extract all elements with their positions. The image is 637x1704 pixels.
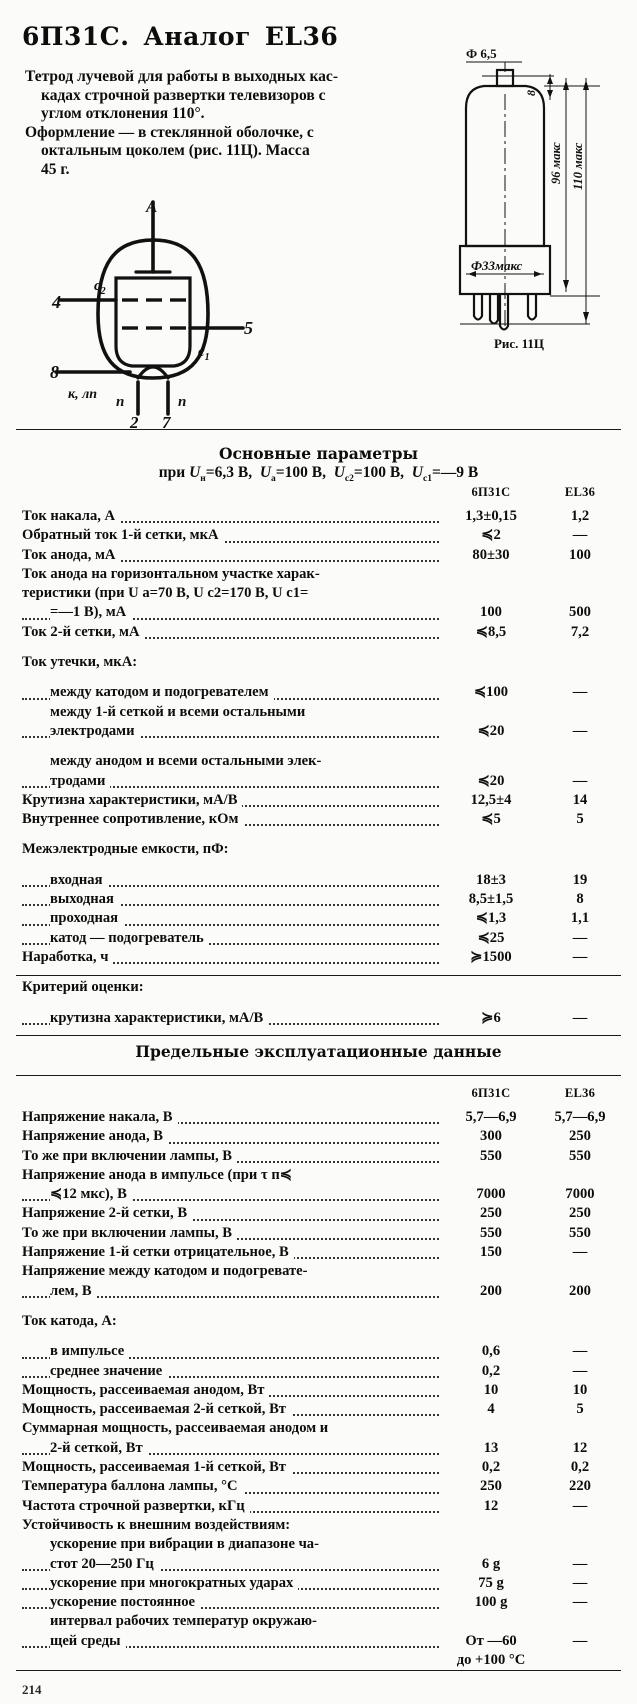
limits-row-label	[22, 1185, 439, 1204]
main-row-label	[22, 791, 439, 810]
limits-row-label	[22, 1497, 439, 1516]
limits-value-6p31s: 5,7—6,9	[465, 1109, 517, 1125]
divider-rule-mid-3	[16, 1075, 621, 1076]
main-value-el36: —	[572, 684, 588, 701]
limits-value-el36: —	[572, 1497, 588, 1514]
main-row-label	[22, 653, 439, 672]
limits-value-el36: —	[572, 1555, 588, 1572]
row-label-text: Напряжение накала, В	[22, 1109, 178, 1125]
row-label-text: Критерий оценки:	[22, 979, 149, 995]
table-row	[22, 1555, 617, 1574]
limits-row-label	[22, 1612, 439, 1631]
table-row	[22, 871, 617, 890]
title-analog-word: Аналог	[143, 22, 251, 51]
limits-row-label	[22, 1262, 439, 1281]
table-row	[22, 1185, 617, 1204]
row-label-text: среднее значение	[50, 1363, 167, 1379]
limits-value-6p31s: 0,2	[481, 1362, 501, 1379]
tube-outline-svg	[404, 34, 634, 334]
outline-label-body-diameter: Ф33макс	[471, 258, 523, 273]
row-label-text: Мощность, рассеиваемая анодом, Вт	[22, 1382, 269, 1398]
table-row	[22, 1535, 617, 1554]
table-row	[22, 1497, 617, 1516]
limits-value-el36: —	[572, 1574, 588, 1591]
limits-value-6p31s: От —60	[465, 1632, 517, 1649]
limits-row-label	[22, 1593, 439, 1612]
schematic-label-cathode: к, лп	[68, 387, 98, 402]
divider-rule-mid-1	[16, 975, 621, 976]
row-label-text: стот 20—250 Гц	[50, 1556, 159, 1572]
limits-value-6p31s: 12	[483, 1497, 499, 1514]
limits-value-6p31s: 75 g	[478, 1574, 504, 1591]
limits-row-label	[22, 1516, 439, 1535]
limits-value-el36: —	[572, 1343, 588, 1360]
limits-col-header-el36: EL36	[564, 1086, 596, 1100]
table-row	[22, 1458, 617, 1477]
table-row	[22, 772, 617, 791]
table-row	[22, 1224, 617, 1243]
row-label-text: щей среды	[50, 1633, 126, 1649]
main-value-6p31s: ≼20	[477, 772, 505, 789]
row-label-text: То же при включении лампы, В	[22, 1225, 237, 1241]
main-col-header-6p31s: 6П31С	[471, 485, 511, 499]
limits-row-label	[22, 1127, 439, 1146]
limits-row-label	[22, 1555, 439, 1574]
main-value-el36: —	[572, 772, 588, 789]
limits-value-6p31s: 250	[480, 1478, 502, 1495]
table-row	[22, 683, 617, 702]
limits-value-el36: 12	[572, 1439, 588, 1456]
tube-pin-schematic-svg	[38, 196, 268, 428]
main-value-6p31s: ≼2	[481, 527, 501, 544]
row-label-text: Внутреннее сопротивление, кОм	[22, 811, 243, 827]
limits-value-el36: 200	[569, 1282, 591, 1299]
row-label-text: Частота строчной развертки, кГц	[22, 1498, 250, 1514]
main-row-label	[22, 507, 439, 526]
table-row	[22, 1127, 617, 1146]
table-row	[22, 840, 617, 859]
limits-row-label	[22, 1243, 439, 1262]
row-label-text: ускорение при многократных ударах	[50, 1575, 298, 1591]
outline-label-height-96: 96 макс	[549, 142, 563, 184]
main-value-el36: 100	[569, 546, 591, 563]
row-label-text: ≼12 мкс), В	[50, 1186, 132, 1202]
outline-label-top-diameter: Ф 6,5	[466, 46, 497, 61]
intro-line-3: углом отклонения 110°.	[41, 105, 205, 123]
intro-line-6: 45 г.	[41, 160, 70, 178]
main-value-6p31s: ≽6	[481, 1009, 501, 1026]
limits-table	[22, 1086, 617, 1670]
main-row-label	[22, 526, 439, 545]
main-value-el36: 5	[576, 811, 584, 828]
limits-heading: Предельные эксплуатационные данные	[135, 1042, 502, 1061]
row-label-text: между анодом и всеми остальными элек-	[50, 753, 326, 769]
table-row	[22, 1651, 617, 1670]
main-params-conditions	[0, 464, 637, 484]
main-value-6p31s: ≽1500	[470, 948, 512, 965]
main-value-6p31s: 8,5±1,5	[468, 891, 514, 908]
row-label-text: катод — подогреватель	[50, 930, 209, 946]
limits-value-el36: 7000	[565, 1186, 595, 1203]
table-row	[22, 1166, 617, 1185]
table-row	[22, 1262, 617, 1281]
row-label-text: Ток накала, А	[22, 508, 120, 524]
table-row	[22, 603, 617, 622]
limits-row-label	[22, 1282, 439, 1301]
table-row	[22, 703, 617, 722]
table-row	[22, 1612, 617, 1631]
row-label-text: 2-й сеткой, Вт	[50, 1440, 148, 1456]
schematic-label-pin8: 8	[50, 362, 59, 382]
table-row	[22, 653, 617, 672]
limits-value-6p31s: 6 g	[481, 1555, 501, 1572]
limits-row-label	[22, 1312, 439, 1331]
table-row	[22, 810, 617, 829]
main-row-label	[22, 722, 439, 741]
limits-value-el36: 0,2	[570, 1459, 590, 1476]
table-row	[22, 507, 617, 526]
limits-value-6p31s: 300	[480, 1128, 502, 1145]
row-label-text: Суммарная мощность, рассеиваемая анодом и	[22, 1420, 333, 1436]
main-value-6p31s: 18±3	[476, 871, 506, 888]
table-row	[22, 791, 617, 810]
row-label-text: Мощность, рассеиваемая 2-й сеткой, Вт	[22, 1401, 291, 1417]
row-label-text: Напряжение между катодом и подогревате-	[22, 1263, 313, 1279]
limits-value-6p31s: 250	[480, 1205, 502, 1222]
schematic-label-grid1: $c_1$	[198, 344, 210, 363]
outline-label-height-110: 110 макс	[571, 142, 585, 190]
table-row	[22, 1439, 617, 1458]
schematic-label-pin7: 7	[162, 413, 171, 428]
main-value-6p31s: 1,3±0,15	[465, 508, 517, 524]
row-label-text: Ток анода на горизонтальном участке харак-	[22, 566, 325, 582]
main-value-6p31s: ≼1,3	[475, 910, 507, 927]
figure-caption: Рис. 11Ц	[493, 336, 545, 351]
limits-value-el36: 220	[569, 1478, 591, 1495]
row-label-text: Температура баллона лампы, °С	[22, 1478, 243, 1494]
row-label-text: Обратный ток 1-й сетки, мкА	[22, 527, 224, 543]
row-label-text: лем, В	[50, 1283, 97, 1299]
intro-line-5: октальным цоколем (рис. 11Ц). Масса	[41, 142, 310, 160]
main-value-el36: —	[572, 929, 588, 946]
table-row	[22, 1204, 617, 1223]
limits-value-el36: 5,7—6,9	[554, 1109, 606, 1125]
conditions-prefix: при	[158, 464, 186, 481]
tube-pin-schematic-figure	[38, 196, 268, 428]
conditions-expression: $U_н=6,3$ В, $U_a=100$ В, $U_{c2}=100$ В, $U_{c1}=—9$ В	[189, 464, 479, 485]
tube-outline-figure	[404, 34, 634, 334]
table-row	[22, 948, 617, 967]
limits-row-label	[22, 1342, 439, 1361]
table-row	[22, 1477, 617, 1496]
main-row-label	[22, 565, 439, 584]
limits-value-6p31s: 4	[487, 1401, 495, 1418]
main-params-table	[22, 485, 617, 1028]
table-row	[22, 1009, 617, 1028]
limits-value-6p31s: 550	[480, 1224, 502, 1241]
limits-column-headers	[22, 1086, 617, 1101]
table-row	[22, 978, 617, 997]
main-value-6p31s: ≼5	[481, 811, 501, 828]
table-row	[22, 752, 617, 771]
row-label-text: ускорение постоянное	[50, 1594, 200, 1610]
row-label-text: Напряжение анода, В	[22, 1128, 168, 1144]
row-label-text: электродами	[50, 723, 139, 739]
row-label-text: То же при включении лампы, В	[22, 1148, 237, 1164]
row-label-text: Наработка, ч	[22, 949, 113, 965]
limits-value-el36: —	[572, 1244, 588, 1261]
limits-value-el36: 550	[569, 1224, 591, 1241]
main-value-6p31s: 12,5±4	[470, 791, 512, 808]
main-value-el36: 14	[572, 791, 588, 808]
table-row	[22, 1593, 617, 1612]
limits-value-el36: 250	[569, 1128, 591, 1145]
table-row	[22, 584, 617, 603]
limits-value-6p31s: 200	[480, 1282, 502, 1299]
table-row	[22, 1342, 617, 1361]
table-row	[22, 1282, 617, 1301]
limits-value-el36: 250	[569, 1205, 591, 1222]
table-row	[22, 623, 617, 642]
main-row-label	[22, 890, 439, 909]
limits-row-label	[22, 1381, 439, 1400]
row-label-text: теристики (при U a=70 В, U c2=170 В, U c1=	[22, 585, 313, 601]
table-row	[22, 1362, 617, 1381]
main-row-label	[22, 871, 439, 890]
limits-row-label	[22, 1458, 439, 1477]
table-row	[22, 909, 617, 928]
schematic-label-pin2: 2	[130, 413, 139, 428]
divider-rule-mid-2	[16, 1035, 621, 1036]
main-row-label	[22, 752, 439, 771]
main-row-label	[22, 603, 439, 622]
limits-row-label	[22, 1651, 439, 1670]
main-value-6p31s: 100	[480, 604, 502, 621]
intro-line-2: кадах строчной развертки телевизоров с	[41, 86, 326, 104]
main-value-el36: 19	[572, 871, 588, 888]
main-params-heading: Основные параметры	[218, 444, 419, 463]
main-value-el36: —	[572, 722, 588, 739]
table-row	[22, 1632, 617, 1651]
row-label-text: =—1 В), мА	[50, 604, 131, 620]
main-value-el36: 500	[569, 604, 591, 621]
main-row-label	[22, 703, 439, 722]
table-row	[22, 1147, 617, 1166]
row-label-text: интервал рабочих температур окружаю-	[50, 1613, 322, 1629]
limits-value-el36: 550	[569, 1147, 591, 1164]
intro-line-1: Тетрод лучевой для работы в выходных кас-	[25, 68, 338, 85]
main-row-label	[22, 929, 439, 948]
row-label-text: Напряжение 2-й сетки, В	[22, 1205, 192, 1221]
divider-rule-bottom	[16, 1670, 621, 1671]
page-number: 214	[22, 1682, 42, 1697]
row-label-text: Напряжение анода в импульсе (при τ п≼	[22, 1167, 297, 1183]
schematic-label-heater-right: п	[178, 394, 187, 410]
row-label-text	[50, 1652, 55, 1668]
table-row	[22, 546, 617, 565]
row-label-text: выходная	[50, 891, 119, 907]
main-value-el36: —	[572, 527, 588, 544]
main-value-el36: 1,1	[570, 910, 590, 927]
limits-col-header-6p31s: 6П31С	[471, 1086, 511, 1100]
limits-row-label	[22, 1632, 439, 1651]
limits-value-6p31s: 550	[480, 1147, 502, 1164]
limits-value-6p31s: 7000	[476, 1186, 506, 1203]
limits-row-label	[22, 1477, 439, 1496]
limits-row-label	[22, 1204, 439, 1223]
limits-row-label	[22, 1574, 439, 1593]
table-row	[22, 1574, 617, 1593]
table-row	[22, 890, 617, 909]
main-row-label	[22, 772, 439, 791]
main-row-label	[22, 840, 439, 859]
limits-value-6p31s: 0,6	[481, 1343, 501, 1360]
row-label-text: Крутизна характеристики, мА/В	[22, 792, 242, 808]
row-label-text: Ток катода, А:	[22, 1313, 122, 1329]
row-label-text: Межэлектродные емкости, пФ:	[22, 841, 234, 857]
limits-row-label	[22, 1166, 439, 1185]
title-type-ru: 6П31С.	[22, 22, 130, 51]
main-value-6p31s: ≼25	[477, 929, 505, 946]
schematic-label-pin5: 5	[244, 318, 253, 338]
row-label-text: в импульсе	[50, 1343, 129, 1359]
row-label-text: Устойчивость к внешним воздействиям:	[22, 1517, 295, 1533]
main-value-6p31s: 80±30	[472, 546, 510, 563]
table-row	[22, 1400, 617, 1419]
table-row	[22, 1108, 617, 1127]
page-title	[22, 22, 338, 51]
main-value-6p31s: ≼100	[473, 684, 509, 701]
row-label-text: Ток 2-й сетки, мА	[22, 624, 145, 640]
row-label-text: ускорение при вибрации в диапазоне ча-	[50, 1536, 324, 1552]
row-label-text: крутизна характеристики, мА/В	[50, 1010, 268, 1026]
main-row-label	[22, 584, 439, 603]
limits-row-label	[22, 1419, 439, 1438]
main-row-label	[22, 1009, 439, 1028]
limits-row-label	[22, 1224, 439, 1243]
limits-row-label	[22, 1439, 439, 1458]
divider-rule-top	[16, 429, 621, 430]
main-value-el36: 8	[576, 891, 584, 908]
limits-value-6p31s: 100 g	[474, 1594, 508, 1611]
main-row-label	[22, 978, 439, 997]
limits-value-el36: 10	[572, 1381, 588, 1398]
table-row	[22, 1381, 617, 1400]
limits-value-6p31s: 150	[480, 1244, 502, 1261]
limits-row-label	[22, 1535, 439, 1554]
main-value-el36: —	[572, 948, 588, 965]
limits-value-el36: —	[572, 1594, 588, 1611]
main-value-el36: —	[572, 1009, 588, 1026]
limits-value-6p31s: 0,2	[481, 1459, 501, 1476]
table-row	[22, 1312, 617, 1331]
schematic-label-heater-left: п	[116, 394, 125, 410]
limits-value-el36: 5	[576, 1401, 584, 1418]
outline-label-cap-height: 8	[524, 90, 538, 96]
limits-row-label	[22, 1400, 439, 1419]
main-col-header-el36: EL36	[564, 485, 596, 499]
limits-row-label	[22, 1108, 439, 1127]
main-row-label	[22, 810, 439, 829]
intro-description	[25, 68, 387, 180]
main-value-6p31s: ≼20	[477, 722, 505, 739]
main-params-column-headers	[22, 485, 617, 500]
table-row	[22, 722, 617, 741]
table-row	[22, 526, 617, 545]
table-row	[22, 1243, 617, 1262]
limits-value-6p31s: 13	[483, 1439, 499, 1456]
main-row-label	[22, 948, 439, 967]
row-label-text: между 1-й сеткой и всеми остальными	[50, 704, 310, 720]
main-row-label	[22, 546, 439, 565]
main-value-6p31s: ≼8,5	[475, 623, 507, 640]
row-label-text: Мощность, рассеиваемая 1-й сеткой, Вт	[22, 1459, 291, 1475]
row-label-text: проходная	[50, 910, 123, 926]
limits-value-6p31s: 10	[483, 1381, 499, 1398]
schematic-label-pin4: 4	[52, 292, 61, 312]
row-label-text: тродами	[50, 773, 110, 789]
main-value-el36: 7,2	[570, 623, 590, 640]
main-value-el36: 1,2	[570, 508, 590, 524]
limits-value-el36: —	[572, 1362, 588, 1379]
main-row-label	[22, 909, 439, 928]
limits-row-label	[22, 1147, 439, 1166]
row-label-text: Ток анода, мА	[22, 547, 120, 563]
schematic-label-anode: A	[146, 197, 158, 216]
row-label-text: Напряжение 1-й сетки отрицательное, В	[22, 1244, 294, 1260]
limits-row-label	[22, 1362, 439, 1381]
title-type-eu: EL36	[264, 22, 339, 51]
main-row-label	[22, 623, 439, 642]
main-row-label	[22, 683, 439, 702]
table-row	[22, 929, 617, 948]
row-label-text: между катодом и подогревателем	[50, 684, 274, 700]
row-label-text: входная	[50, 872, 107, 888]
table-row	[22, 1419, 617, 1438]
limits-value-el36: —	[572, 1632, 588, 1649]
row-label-text: Ток утечки, мкА:	[22, 654, 142, 670]
table-row	[22, 565, 617, 584]
schematic-label-grid2: $c_2$	[94, 278, 106, 297]
intro-line-4: Оформление — в стеклянной оболочке, с	[25, 123, 314, 141]
table-row	[22, 1516, 617, 1535]
limits-value-6p31s: до +100 °С	[456, 1652, 526, 1669]
